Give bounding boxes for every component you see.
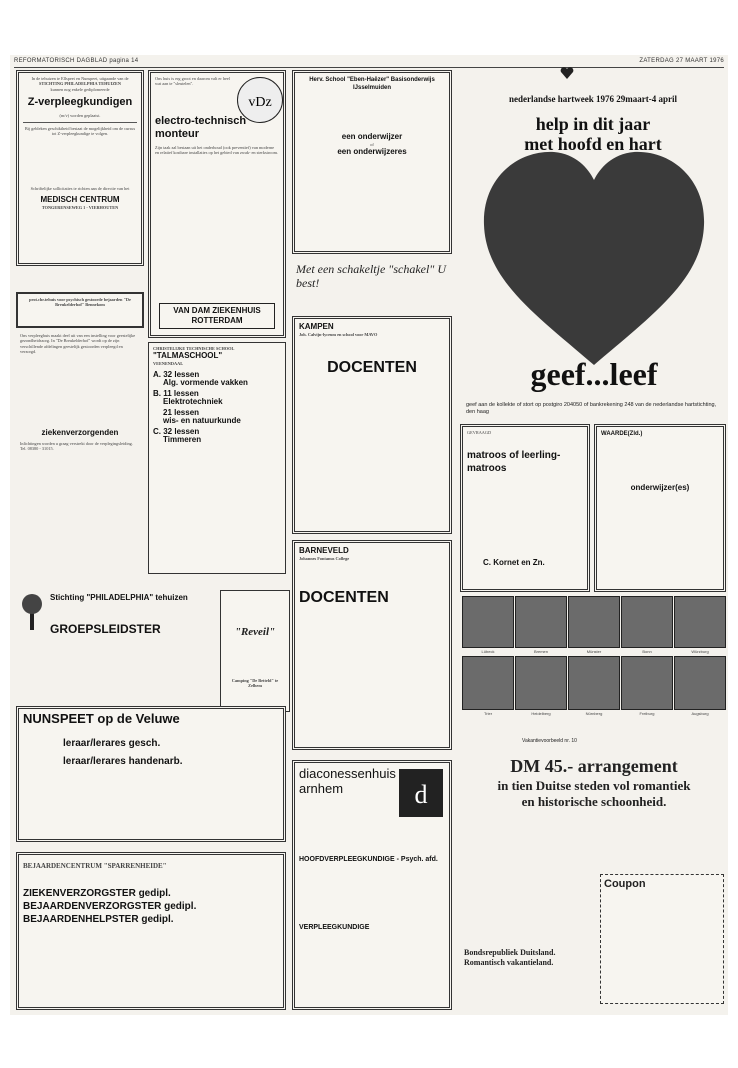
photo-1: Lübeck bbox=[462, 596, 514, 648]
waarde-title: WAARDE(Zld.) bbox=[601, 431, 643, 437]
matroos-label: GEVRAAGD bbox=[467, 430, 492, 435]
sparren-title: BEJAARDENCENTRUM "SPARRENHEIDE" bbox=[23, 862, 167, 870]
divider bbox=[23, 122, 137, 123]
vdz-body: Zijn taak zal bestaan uit het onderhoud (ook preventief) van moderne en relatief kostbare installaties op het gebied van zwak- en sterkstroom. bbox=[155, 144, 279, 156]
vdz-footer: VAN DAM ZIEKENHUIS ROTTERDAM bbox=[159, 303, 275, 329]
ad-barneveld bbox=[292, 540, 452, 750]
ad1-intro: In de tehuizen te Ellspeet en Nunspeet, uitgaande van de bbox=[31, 76, 129, 81]
ad1-title: Z-verpleegkundigen bbox=[27, 96, 133, 109]
travel-badge: Vakantievoorbeeld nr. 10 bbox=[522, 738, 577, 744]
tal-c: Timmeren bbox=[163, 434, 202, 444]
tal-b2-hours: 21 lessen bbox=[163, 407, 200, 417]
eh-title: Herv. School "Eben-Haëzer" Basisonderwijs IJsselmuiden bbox=[309, 77, 435, 91]
photo-4: Bonn bbox=[621, 596, 673, 648]
barn-city: BARNEVELD bbox=[299, 546, 349, 555]
ad1-footer: MEDISCH CENTRUM bbox=[40, 195, 120, 205]
nunspeet-role2: leraar/lerares handenarb. bbox=[63, 756, 183, 767]
ad1-address: TONGERENSEWEG 1 - VIERHOUTEN bbox=[41, 205, 119, 211]
header-right: ZATERDAG 27 MAART 1976 bbox=[639, 58, 724, 64]
matroos-contact: C. Kornet en Zn. bbox=[483, 558, 545, 567]
sparren-r2: BEJAARDENVERZORGSTER gedipl. bbox=[23, 901, 197, 913]
nunspeet-title: NUNSPEET op de Veluwe bbox=[23, 711, 180, 726]
ad-breukelderhof bbox=[16, 330, 144, 588]
ad-eben-haezer bbox=[292, 70, 452, 254]
travel-line1: in tien Duitse steden vol romantiek bbox=[497, 778, 691, 793]
tal-a-hours: A. 32 lessen bbox=[153, 369, 200, 379]
tal-a: Alg. vormende vakken bbox=[163, 377, 248, 387]
ad-reveil bbox=[220, 590, 290, 712]
coupon-title: Coupon bbox=[604, 878, 646, 890]
hart-top: nederlandse hartweek 1976 29maart-4 april bbox=[509, 94, 677, 104]
heart-icon bbox=[476, 140, 712, 370]
photo-9: Freiburg bbox=[621, 656, 673, 710]
hart-slogan: geef...leef bbox=[530, 356, 658, 392]
tal-city: VEENENDAAL bbox=[153, 361, 184, 367]
page-header bbox=[14, 58, 724, 64]
barn-title: DOCENTEN bbox=[299, 589, 389, 607]
camp-title: Camping "De Betteld" te Zelhem bbox=[231, 678, 279, 689]
vdz-intro: Ons huis is erg groot en daarom valt er heel wat aan te "sleutelen". bbox=[155, 76, 230, 87]
svg-text:d: d bbox=[414, 780, 428, 809]
travel-line2: en historische schoonheid. bbox=[521, 794, 667, 809]
ad-duitsland bbox=[460, 594, 728, 1014]
philad-role: GROEPSLEIDSTER bbox=[50, 622, 161, 636]
ad-nunspeet bbox=[16, 706, 286, 842]
hospital-logo-icon bbox=[237, 77, 283, 123]
tal-b2: wis- en natuurkunde bbox=[163, 415, 241, 425]
ad-matroos bbox=[460, 424, 590, 592]
ad2-body: Ons verpleeghuis maakt deel uit van een instelling voor geestelijke gezondheidszorg. In "De Breukelderhof" wordt op de zijn verschillende afdelingen geestelijk gestoorden verpleegd en verzorgd. bbox=[20, 333, 136, 355]
tal-b-hours: B. 11 lessen bbox=[153, 388, 199, 398]
ad-z-verpleegkundigen bbox=[16, 70, 144, 266]
small-heart-icon bbox=[560, 66, 574, 80]
vdz-title: electro-technisch monteur bbox=[155, 114, 247, 140]
diac-logo-icon bbox=[399, 769, 443, 817]
ad1-contact: Schriftelijke sollicitaties te richten aan de directie van het bbox=[30, 185, 130, 191]
travel-price: DM 45.- arrangement bbox=[510, 756, 678, 776]
matroos-title: matroos of leerling-matroos bbox=[467, 450, 561, 475]
diac-title: diaconessenhuis arnhem bbox=[299, 766, 396, 796]
diac-role2: VERPLEEGKUNDIGE bbox=[299, 924, 370, 931]
ad-waarde bbox=[594, 424, 726, 592]
ad1-org: STICHTING PHILADELPHIA TEHUIZEN bbox=[38, 81, 122, 87]
photo-8: Nürnberg bbox=[568, 656, 620, 710]
hart-line2: met hoofd en hart bbox=[524, 134, 662, 154]
header-left: REFORMATORISCH DAGBLAD pagina 14 bbox=[14, 58, 139, 64]
diac-role: HOOFDVERPLEEGKUNDIGE - Psych. afd. bbox=[299, 856, 438, 863]
ad-kampen bbox=[292, 316, 452, 534]
ad2-role: ziekenverzorgenden bbox=[41, 428, 119, 437]
ad2-body2: Inlichtingen worden u graag verstrekt door de verplegingsleiding. Tel. 08380 - 31015. bbox=[20, 441, 133, 452]
ad2-title: prot.chr.tehuis voor psychisch gestoorde bejaarden "De Breukelderhof" Bennekom bbox=[29, 297, 131, 308]
tal-org: CHRISTELIJKE TECHNISCHE SCHOOL bbox=[153, 346, 235, 351]
nunspeet-role1: leraar/lerares gesch. bbox=[63, 738, 161, 749]
tal-b: Elektrotechniek bbox=[163, 396, 223, 406]
photo-6: Trier bbox=[462, 656, 514, 710]
eh-or: of bbox=[370, 142, 374, 147]
kampen-title: DOCENTEN bbox=[327, 359, 417, 377]
kampen-city: KAMPEN bbox=[299, 322, 334, 331]
travel-brand: Bondsrepubliek Duitsland. Romantisch vakantieland. bbox=[464, 948, 556, 967]
photo-7: Heidelberg bbox=[515, 656, 567, 710]
ad-sparrenheide bbox=[16, 852, 286, 1010]
barn-org: Johannes Fontanus College bbox=[299, 556, 350, 561]
ad1-intro2: kunnen nog enkele gediplomeerde bbox=[50, 86, 110, 92]
sparren-r1: ZIEKENVERZORGSTER gedipl. bbox=[23, 888, 171, 900]
ad-diaconessenhuis bbox=[292, 760, 452, 1010]
eh-role2: een onderwijzeres bbox=[337, 147, 407, 157]
sparren-r3: BEJAARDENHELPSTER gedipl. bbox=[23, 914, 174, 926]
ad-breukelderhof-logo bbox=[16, 292, 144, 328]
photo-3: Münster bbox=[568, 596, 620, 648]
eh-role1: een onderwijzer bbox=[341, 132, 403, 141]
coupon[interactable] bbox=[600, 874, 724, 1004]
ad1-sub: (m/v) worden geplaatst. bbox=[59, 113, 101, 119]
tree-logo-icon bbox=[20, 592, 44, 632]
waarde-role: onderwijzer(es) bbox=[630, 483, 690, 492]
reveil-title: "Reveil" bbox=[234, 626, 276, 638]
ad-van-dam-ziekenhuis bbox=[148, 70, 286, 338]
photo-10: Augsburg bbox=[674, 656, 726, 710]
kampen-org: Joh. Calvijn-lyceum en school voor MAVO bbox=[299, 332, 378, 337]
hart-line1: help in dit jaar bbox=[535, 114, 651, 134]
hart-footer: geef aan de kollekte of stort op postgiro 204050 of bankrekening 248 van de nederlandse hartstichting, den haag bbox=[466, 402, 717, 415]
schakel-slogan: Met een schakeltje "schakel" U best! bbox=[296, 262, 447, 290]
tal-c-hours: C. 32 lessen bbox=[153, 426, 200, 436]
ad-talmaschool bbox=[148, 342, 286, 574]
philad-org: Stichting "PHILADELPHIA" tehuizen bbox=[50, 593, 188, 602]
ad1-body: Bij gebleken geschiktheid bestaat de mogelijkheid om de cursus tot Z-verpleegkundige te volgen. bbox=[24, 125, 136, 137]
svg-text:vDz: vDz bbox=[248, 95, 272, 110]
photo-5: Würzburg bbox=[674, 596, 726, 648]
photo-2: Bremen bbox=[515, 596, 567, 648]
tal-name: "TALMASCHOOL" bbox=[153, 351, 223, 361]
